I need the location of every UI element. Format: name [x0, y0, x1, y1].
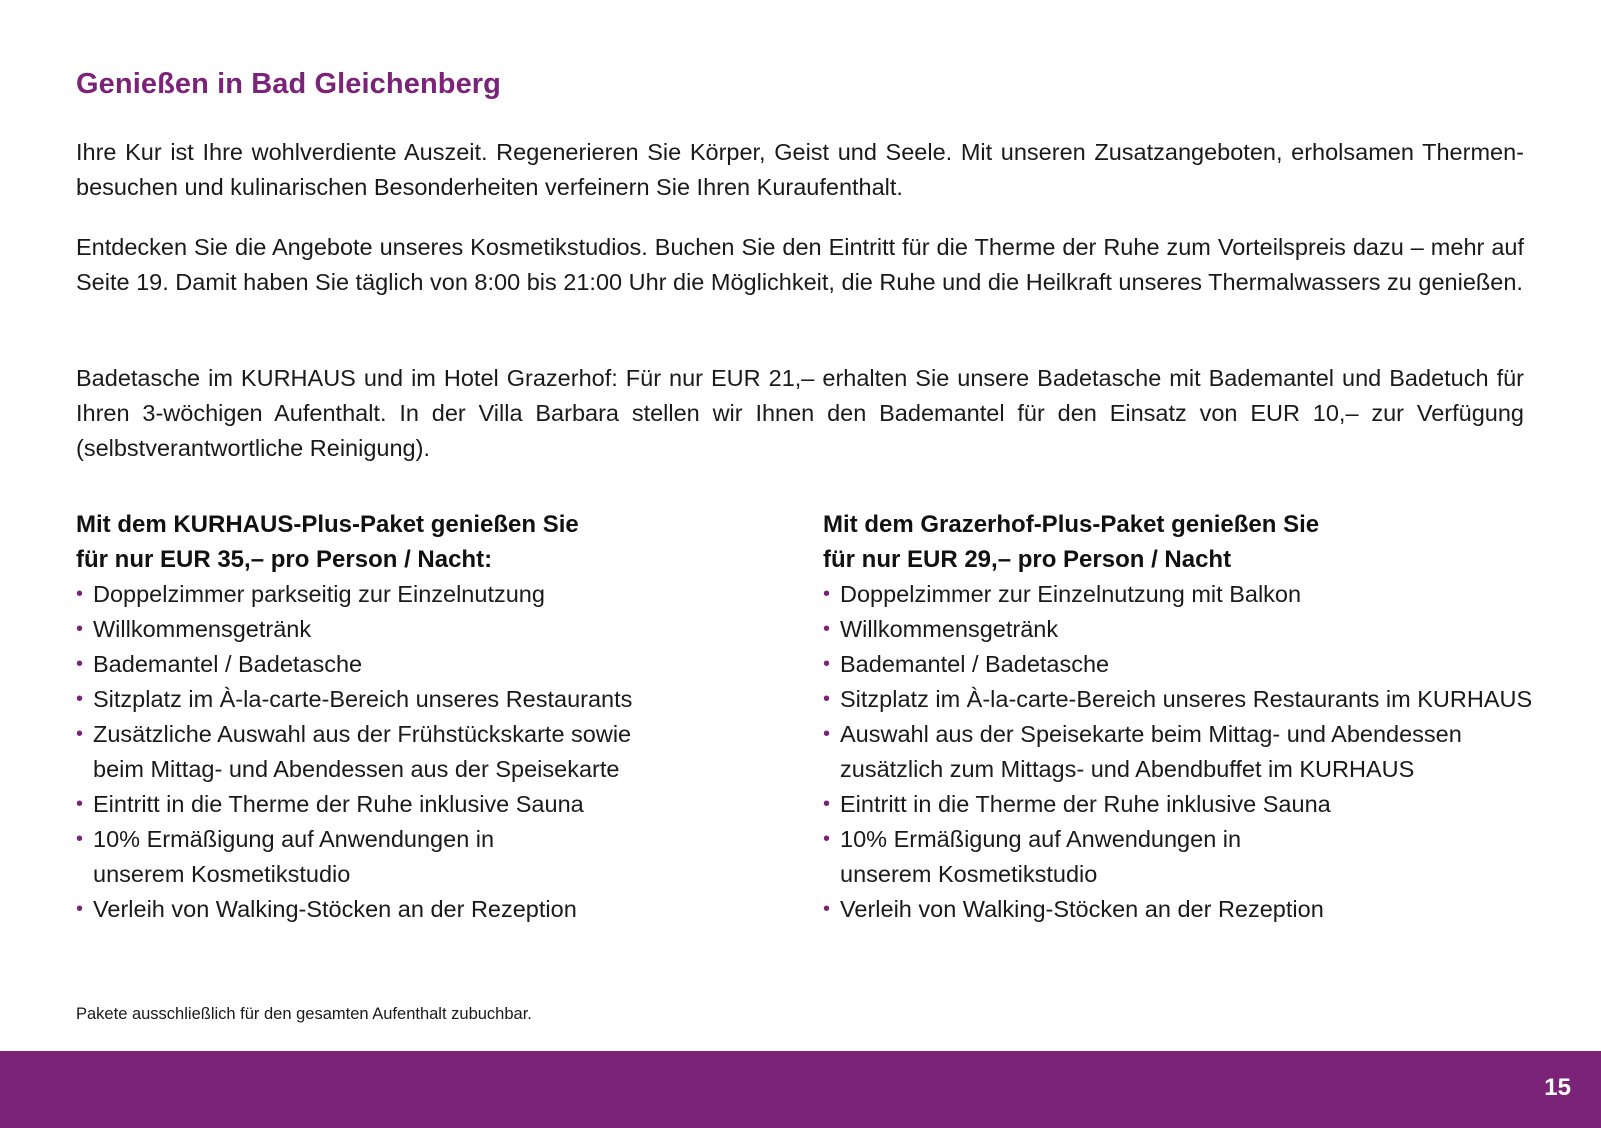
bullet-icon: • [76, 828, 84, 850]
bullet-icon: • [823, 583, 831, 605]
list-item-text: Bademantel / Badetasche [840, 651, 1110, 677]
list-item [76, 717, 796, 787]
bullet-icon: • [76, 618, 84, 640]
cosmetics-paragraph: Entdecken Sie die Angebote unseres Kosmetikstudios. Buchen Sie den Eintritt für die Therme der Ruhe zum Vorteilspreis dazu – mehr auf Seite 19. Damit haben Sie täglich von 8:00 bis 21:00 Uhr die Möglichkeit, die Ruhe und die Heilkraft unseres Thermalwassers zu genießen. [76, 234, 1524, 295]
list-item-text: zusätzlich zum Mittags- und Abendbuffet im KURHAUS [840, 756, 1415, 782]
package-item-list [76, 577, 796, 927]
bullet-icon: • [823, 688, 831, 710]
list-item [823, 787, 1563, 822]
list-item [76, 682, 796, 717]
list-item [76, 822, 796, 892]
bullet-icon: • [823, 653, 831, 675]
bullet-icon: • [76, 583, 84, 605]
package-heading-line: Mit dem KURHAUS-Plus-Paket genießen Sie [76, 511, 579, 538]
bullet-icon: • [76, 898, 84, 920]
footnote: Pakete ausschließlich für den gesamten Aufenthalt zubuchbar. [76, 1005, 532, 1023]
grazerhof-package [823, 507, 1563, 927]
page-title: Genießen in Bad Gleichenberg [76, 68, 501, 100]
intro-paragraph: Ihre Kur ist Ihre wohlverdiente Auszeit. Regenerieren Sie Körper, Geist und Seele. Mit unseren Zusatzangeboten, erholsamen Thermenbesuchen und kulinarischen Besonderheiten verfeinern Sie Ihren Kuraufenthalt. [76, 139, 1524, 200]
list-item [76, 647, 796, 682]
list-item-text: 10% Ermäßigung auf Anwendungen in [840, 826, 1242, 852]
list-item-text: Eintritt in die Therme der Ruhe inklusive Sauna [93, 791, 584, 817]
list-item [76, 787, 796, 822]
list-item-text: Willkommensgetränk [840, 616, 1059, 642]
list-item-text: beim Mittag- und Abendessen aus der Speisekarte [93, 756, 620, 782]
bullet-icon: • [823, 793, 831, 815]
list-item-text: Willkommensgetränk [93, 616, 312, 642]
bullet-icon: • [76, 793, 84, 815]
list-item-text: unserem Kosmetikstudio [840, 861, 1098, 887]
list-item [823, 822, 1563, 892]
bullet-icon: • [76, 723, 84, 745]
list-item-text: Verleih von Walking-Stöcken an der Rezeption [93, 896, 577, 922]
package-price-line: für nur EUR 35,– pro Person / Nacht: [76, 546, 493, 573]
package-price-line: für nur EUR 29,– pro Person / Nacht [823, 546, 1232, 573]
list-item-text: Zusätzliche Auswahl aus der Frühstückskarte sowie [93, 721, 632, 747]
bathbag-paragraph: Badetasche im KURHAUS und im Hotel Grazerhof: Für nur EUR 21,– erhalten Sie unsere Badetasche mit Bademantel und Badetuch für Ihren 3-wöchigen Aufenthalt. In der Villa Barbara stellen wir Ihnen den Bademantel für den Einsatz von EUR 10,– zur Verfügung (selbstverantwortliche Reinigung). [76, 365, 1524, 461]
page-number: 15 [1544, 1074, 1571, 1101]
bullet-icon: • [76, 688, 84, 710]
kurhaus-package [76, 507, 796, 927]
footer-bar [0, 1051, 1601, 1128]
list-item [823, 647, 1563, 682]
list-item-text: Bademantel / Badetasche [93, 651, 363, 677]
package-heading [76, 507, 796, 577]
list-item-text: Sitzplatz im À-la-carte-Bereich unseres Restaurants im KURHAUS [840, 686, 1533, 712]
package-heading [823, 507, 1563, 577]
list-item-text: Sitzplatz im À-la-carte-Bereich unseres Restaurants [93, 686, 633, 712]
bullet-icon: • [823, 828, 831, 850]
bullet-icon: • [823, 898, 831, 920]
list-item [76, 577, 796, 612]
list-item-text: Doppelzimmer parkseitig zur Einzelnutzung [93, 581, 545, 607]
bullet-icon: • [823, 618, 831, 640]
list-item [823, 892, 1563, 927]
list-item [76, 892, 796, 927]
package-heading-line: Mit dem Grazerhof-Plus-Paket genießen Sie [823, 511, 1320, 538]
list-item [823, 612, 1563, 647]
list-item-text: Doppelzimmer zur Einzelnutzung mit Balkon [840, 581, 1302, 607]
list-item [823, 577, 1563, 612]
list-item [823, 717, 1563, 787]
list-item [76, 612, 796, 647]
list-item-text: Verleih von Walking-Stöcken an der Rezeption [840, 896, 1324, 922]
bullet-icon: • [823, 723, 831, 745]
list-item-text: Auswahl aus der Speisekarte beim Mittag- und Abendessen [840, 721, 1462, 747]
list-item-text: 10% Ermäßigung auf Anwendungen in [93, 826, 495, 852]
list-item-text: Eintritt in die Therme der Ruhe inklusive Sauna [840, 791, 1331, 817]
list-item [823, 682, 1563, 717]
list-item-text: unserem Kosmetikstudio [93, 861, 351, 887]
package-item-list [823, 577, 1563, 927]
bullet-icon: • [76, 653, 84, 675]
